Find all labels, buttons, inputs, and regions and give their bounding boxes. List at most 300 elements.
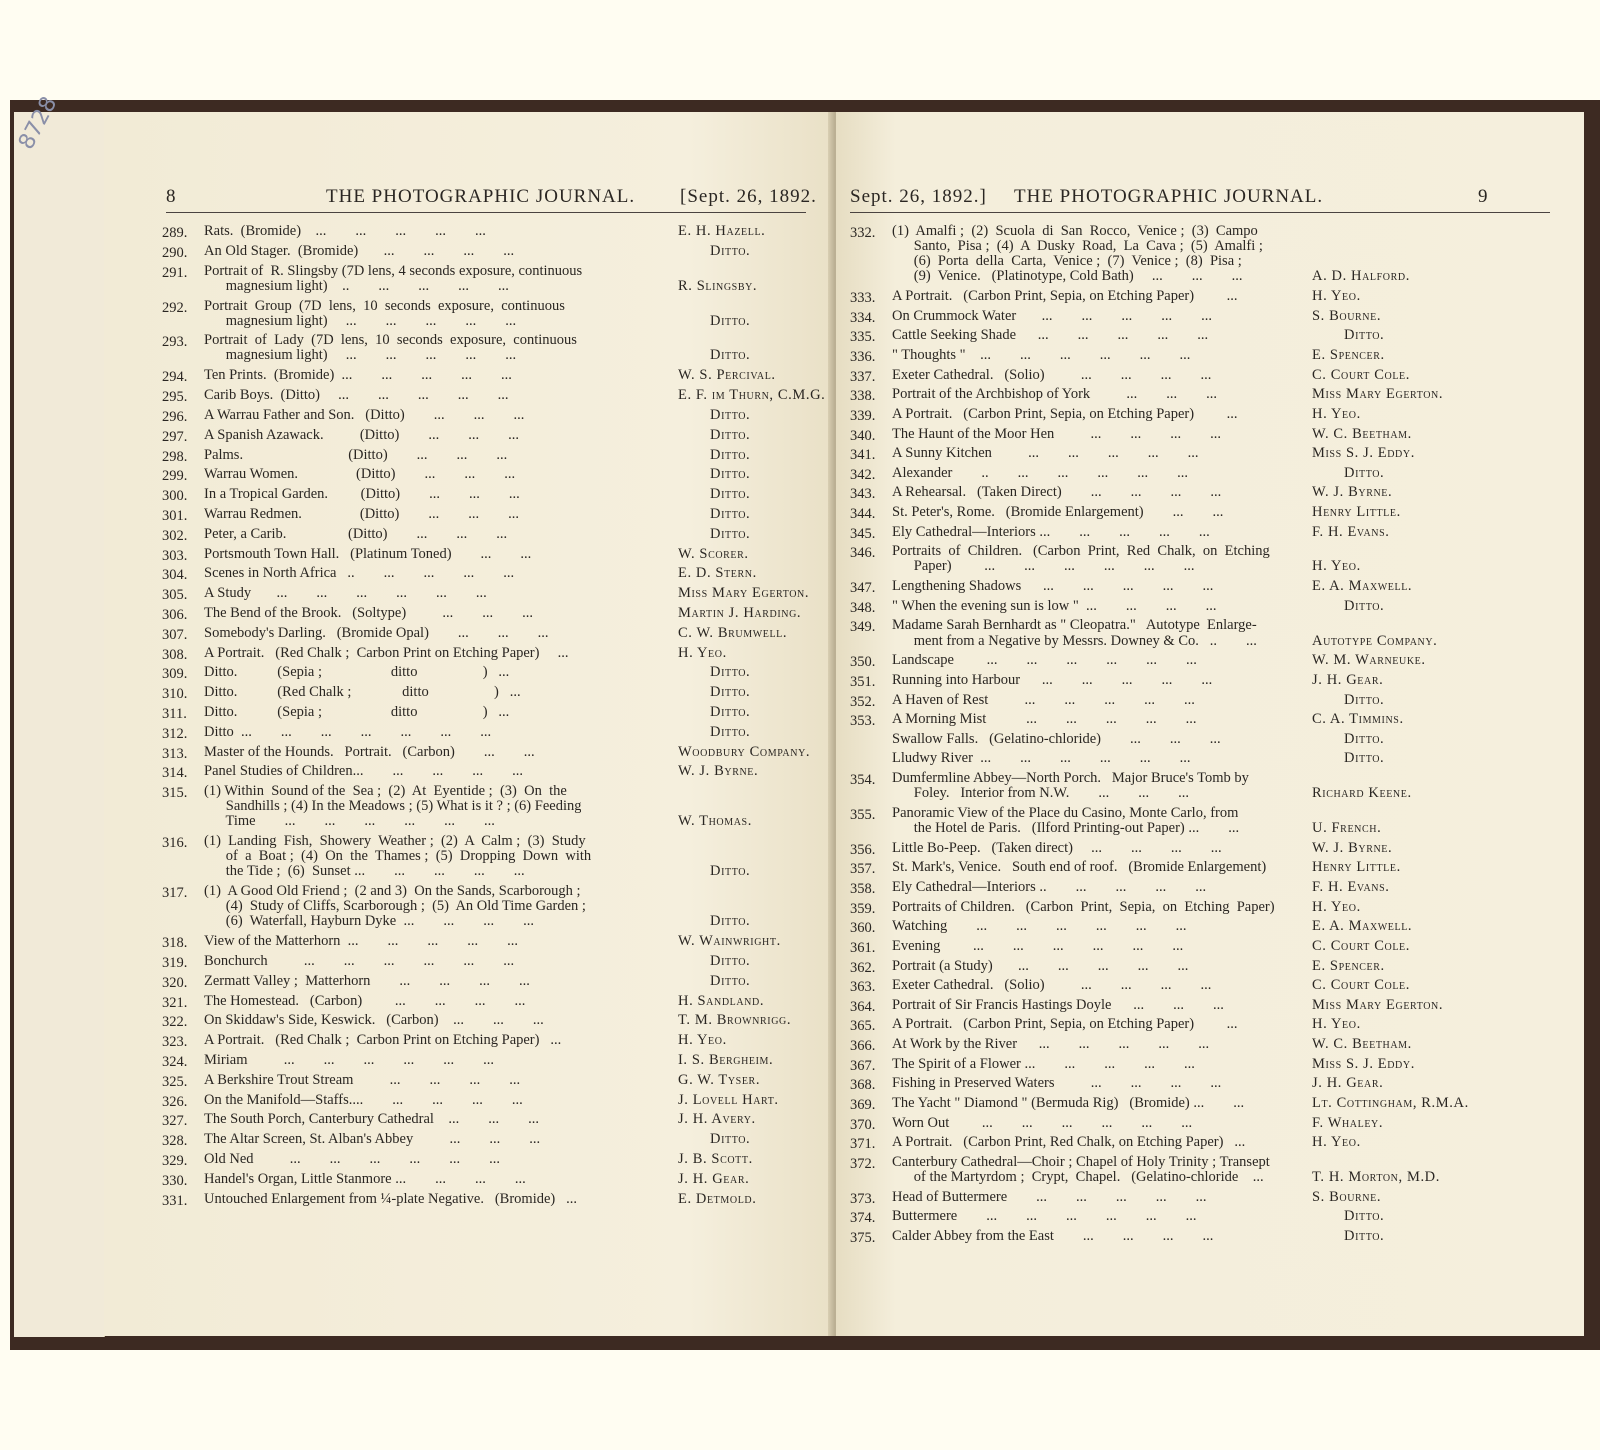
right-page xyxy=(836,112,1584,1336)
entry-title-line: A Haven of Rest ... ... ... ... ... xyxy=(892,692,1195,708)
entry-author: H. Yeo. xyxy=(1312,287,1361,304)
entry-title-line: " Thoughts " ... ... ... ... ... ... xyxy=(892,347,1191,363)
entry-title-line: the Tide ; (6) Sunset ... ... ... ... ... xyxy=(204,864,525,880)
right-entry xyxy=(850,1228,1580,1247)
entry-author: W. C. Beetham. xyxy=(1312,425,1412,442)
right-entry xyxy=(850,751,1580,766)
entry-number: 317. xyxy=(162,885,188,902)
left-entry xyxy=(162,606,836,621)
right-entry xyxy=(850,1057,1580,1072)
left-header-rule xyxy=(166,212,806,213)
entry-number: 328. xyxy=(162,1133,188,1150)
right-entry xyxy=(850,998,1580,1013)
left-entry xyxy=(162,784,836,829)
left-entry xyxy=(162,933,836,952)
entry-title-line: Alexander .. ... ... ... ... ... xyxy=(892,465,1189,481)
right-entry xyxy=(850,1016,1580,1035)
entry-author: Ditto. xyxy=(710,242,751,259)
entry-author: G. W. Tyser. xyxy=(678,1071,761,1088)
left-entry xyxy=(162,1152,836,1167)
entry-number: 348. xyxy=(850,599,876,616)
left-entry xyxy=(162,1032,836,1051)
right-entry xyxy=(850,652,1580,671)
left-entry xyxy=(162,244,836,259)
entry-number: 293. xyxy=(162,334,188,351)
entry-author: Ditto. xyxy=(1344,597,1385,614)
entry-title-line: A Portrait. (Carbon Print, Red Chalk, on Etching Paper) ... xyxy=(892,1135,1246,1151)
entry-number: 341. xyxy=(850,447,876,464)
entry-author: Ditto. xyxy=(710,913,751,930)
entry-title-line: (6) Porta della Carta, Venice ; (7) Venice ; (8) Pisa ; xyxy=(892,254,1242,270)
entry-title-line: Lengthening Shadows ... ... ... ... ... xyxy=(892,579,1214,595)
entry-title-line: Running into Harbour ... ... ... ... ... xyxy=(892,672,1213,688)
entry-title-line: View of the Matterhorn ... ... ... ... ... xyxy=(204,934,519,950)
entry-author: Ditto. xyxy=(710,723,751,740)
entry-number: 299. xyxy=(162,468,188,485)
right-entry xyxy=(850,1036,1580,1055)
entry-author: Ditto. xyxy=(1344,1228,1385,1245)
entry-title-line: Zermatt Valley ; Matterhorn ... ... ... ... xyxy=(204,973,530,989)
entry-title-line: Cattle Seeking Shade ... ... ... ... ... xyxy=(892,328,1209,344)
entry-title-line: Warrau Women. (Ditto) ... ... ... xyxy=(204,467,516,483)
entry-author: W. M. Warneuke. xyxy=(1312,652,1426,669)
entry-number: 319. xyxy=(162,954,188,971)
left-entry xyxy=(162,224,836,239)
entry-title-line: A Warrau Father and Son. (Ditto) ... ... ... xyxy=(204,407,525,423)
entry-author: E. Spencer. xyxy=(1312,957,1385,974)
entry-title-line: Lludwy River ... ... ... ... ... ... xyxy=(892,751,1191,767)
entry-title-line: Portrait Group (7D lens, 10 seconds exposure, continuous xyxy=(204,298,565,314)
entry-title-line: On the Manifold—Staffs.... ... ... ... ... xyxy=(204,1092,523,1108)
entry-number: 312. xyxy=(162,725,188,742)
left-entry xyxy=(162,448,836,463)
entry-number: 311. xyxy=(162,705,187,722)
entry-author: W. Wainwright. xyxy=(678,933,781,950)
right-entry xyxy=(850,525,1580,540)
left-entry xyxy=(162,1172,836,1187)
entry-author: F. H. Evans. xyxy=(1312,878,1390,895)
right-date: Sept. 26, 1892.] xyxy=(850,186,987,207)
entry-title-line: Panoramic View of the Place du Casino, Monte Carlo, from xyxy=(892,805,1239,821)
left-date: [Sept. 26, 1892. xyxy=(680,186,817,207)
entry-author: Ditto. xyxy=(710,703,751,720)
entry-author: Ditto. xyxy=(1344,730,1385,747)
entry-number: 310. xyxy=(162,686,188,703)
entry-number: 361. xyxy=(850,939,876,956)
entry-number: 294. xyxy=(162,369,188,386)
entry-author: Richard Keene. xyxy=(1312,785,1412,802)
left-entry xyxy=(162,428,836,443)
right-entry xyxy=(850,711,1580,730)
entry-number: 367. xyxy=(850,1057,876,1074)
entry-number: 340. xyxy=(850,427,876,444)
entry-number: 370. xyxy=(850,1116,876,1133)
entry-title-line: Untouched Enlargement from ¼-plate Negative. (Bromide) ... xyxy=(204,1191,577,1207)
entry-title-line: A Spanish Azawack. (Ditto) ... ... ... xyxy=(204,427,519,443)
entry-author: Ditto. xyxy=(710,525,751,542)
entry-title-line: Somebody's Darling. (Bromide Opal) ... ... ... xyxy=(204,625,549,641)
right-entry xyxy=(850,900,1580,915)
left-entry xyxy=(162,585,836,604)
entry-number: 334. xyxy=(850,309,876,326)
entry-number: 320. xyxy=(162,974,188,991)
entry-title-line: Evening ... ... ... ... ... ... xyxy=(892,938,1184,954)
entry-title-line: The Spirit of a Flower ... ... ... ... ... xyxy=(892,1056,1195,1072)
entry-number: 301. xyxy=(162,507,188,524)
entry-title-line: The South Porch, Canterbury Cathedral ... ... ... xyxy=(204,1112,540,1128)
entry-number: 302. xyxy=(162,527,188,544)
entry-number: 292. xyxy=(162,299,188,316)
entry-author: Ditto. xyxy=(1344,327,1385,344)
entry-number: 295. xyxy=(162,389,188,406)
entry-title-line: the Hotel de Paris. (Ilford Printing-out Paper) ... ... xyxy=(892,820,1240,836)
entry-number: 308. xyxy=(162,646,188,663)
left-entry xyxy=(162,547,836,562)
right-entry xyxy=(850,1134,1580,1153)
left-entry xyxy=(162,565,836,584)
right-entry xyxy=(850,618,1580,648)
entry-title-line: Ditto ... ... ... ... ... ... ... xyxy=(204,724,492,740)
entry-title-line: At Work by the River ... ... ... ... ... xyxy=(892,1037,1210,1053)
entry-title-line: On Skiddaw's Side, Keswick. (Carbon) ... ... ... xyxy=(204,1013,544,1029)
entry-title-line: The Homestead. (Carbon) ... ... ... ... xyxy=(204,993,526,1009)
right-entry xyxy=(850,445,1580,464)
entry-title-line: Dumfermline Abbey—North Porch. Major Bruce's Tomb by xyxy=(892,771,1249,787)
entry-number: 346. xyxy=(850,545,876,562)
entry-author: J. H. Gear. xyxy=(678,1170,750,1187)
entry-number: 339. xyxy=(850,407,876,424)
entry-title-line: Portraits of Children. (Carbon Print, Sepia, on Etching Paper) xyxy=(892,899,1275,915)
left-entry xyxy=(162,408,836,423)
entry-title-line: An Old Stager. (Bromide) ... ... ... ... xyxy=(204,243,515,259)
entry-title-line: ment from a Negative by Messrs. Downey & Co. .. ... xyxy=(892,633,1257,649)
right-entry xyxy=(850,771,1580,801)
entry-title-line: Portrait of Lady (7D lens, 10 seconds exposure, continuous xyxy=(204,333,577,349)
entry-number: 318. xyxy=(162,935,188,952)
right-entry xyxy=(850,504,1580,523)
entry-number: 332. xyxy=(850,225,876,241)
right-entry xyxy=(850,407,1580,422)
left-entry xyxy=(162,264,836,294)
entry-title-line: Watching ... ... ... ... ... ... xyxy=(892,919,1187,935)
entry-author: C. Court Cole. xyxy=(1312,937,1410,954)
entry-number: 372. xyxy=(850,1156,876,1172)
entry-author: C. Court Cole. xyxy=(1312,977,1410,994)
entry-author: F. H. Evans. xyxy=(1312,523,1390,540)
entry-number: 331. xyxy=(162,1192,188,1209)
entry-number: 297. xyxy=(162,428,188,445)
entry-title-line: Bonchurch ... ... ... ... ... ... xyxy=(204,953,515,969)
entry-author: Ditto. xyxy=(710,1131,751,1148)
entry-author: H. Yeo. xyxy=(1312,405,1361,422)
entry-number: 363. xyxy=(850,979,876,996)
left-entry xyxy=(162,884,836,929)
entry-number: 358. xyxy=(850,880,876,897)
entry-author: Ditto. xyxy=(1344,750,1385,767)
entry-number: 314. xyxy=(162,765,188,782)
entry-number: 338. xyxy=(850,388,876,405)
entry-author: E. Spencer. xyxy=(1312,346,1385,363)
right-entry xyxy=(850,386,1580,405)
entry-title-line: of the Martyrdom ; Crypt, Chapel. (Gelatino-chloride ... xyxy=(892,1170,1264,1186)
entry-number: 373. xyxy=(850,1190,876,1207)
page-edges xyxy=(14,112,105,1337)
entry-title-line: (6) Waterfall, Hayburn Dyke ... ... ... ... xyxy=(204,914,534,930)
entry-title-line: Peter, a Carib. (Ditto) ... ... ... xyxy=(204,526,508,542)
right-entry xyxy=(850,732,1580,747)
entry-number: 354. xyxy=(850,772,876,789)
entry-number: 306. xyxy=(162,606,188,623)
entry-title-line: In a Tropical Garden. (Ditto) ... ... ... xyxy=(204,487,520,503)
entry-title-line: The Haunt of the Moor Hen ... ... ... ... xyxy=(892,426,1222,442)
left-entry xyxy=(162,1053,836,1068)
left-entry xyxy=(162,954,836,969)
right-entry xyxy=(850,939,1580,954)
entry-number: 344. xyxy=(850,506,876,523)
entry-author: H. Sandland. xyxy=(678,992,765,1009)
entry-author: U. French. xyxy=(1312,819,1382,836)
entry-author: Woodbury Company. xyxy=(678,743,811,760)
entry-author: W. S. Percival. xyxy=(678,367,776,384)
entry-author: A. D. Halford. xyxy=(1312,268,1410,285)
entry-author: Ditto. xyxy=(710,684,751,701)
right-entry xyxy=(850,224,1580,284)
entry-number: 323. xyxy=(162,1034,188,1051)
entry-number: 349. xyxy=(850,619,876,636)
entry-number: 375. xyxy=(850,1230,876,1247)
entry-author: H. Yeo. xyxy=(1312,898,1361,915)
entry-title-line: magnesium light) ... ... ... ... ... xyxy=(204,348,517,364)
entry-author: T. M. Brownrigg. xyxy=(678,1012,792,1029)
left-entry xyxy=(162,387,836,406)
entry-author: C. A. Timmins. xyxy=(1312,711,1404,728)
entry-author: W. J. Byrne. xyxy=(1312,839,1393,856)
entry-title-line: Swallow Falls. (Gelatino-chloride) ... ... ... xyxy=(892,731,1221,747)
entry-author: W. J. Byrne. xyxy=(678,763,759,780)
entry-author: Ditto. xyxy=(710,406,751,423)
entry-author: E. D. Stern. xyxy=(678,565,757,582)
entry-number: 371. xyxy=(850,1136,876,1153)
entry-title-line: (1) Amalfi ; (2) Scuola di San Rocco, Venice ; (3) Campo xyxy=(892,224,1258,239)
entry-author: Ditto. xyxy=(710,426,751,443)
entry-author: H. Yeo. xyxy=(1312,1134,1361,1151)
right-entry xyxy=(850,427,1580,442)
entry-number: 343. xyxy=(850,486,876,503)
entry-title-line: A Portrait. (Red Chalk ; Carbon Print on Etching Paper) ... xyxy=(204,645,569,661)
right-entry xyxy=(850,1095,1580,1114)
entry-title-line: Handel's Organ, Little Stanmore ... ... ... ... xyxy=(204,1171,526,1187)
entry-author: Ditto. xyxy=(710,486,751,503)
entry-number: 303. xyxy=(162,547,188,564)
entry-title-line: Ditto. (Sepia ; ditto ) ... xyxy=(204,665,510,681)
left-entry xyxy=(162,664,836,683)
entry-author: J. H. Gear. xyxy=(1312,1075,1384,1092)
entry-number: 305. xyxy=(162,587,188,604)
entry-author: W. C. Beetham. xyxy=(1312,1036,1412,1053)
entry-number: 300. xyxy=(162,488,188,505)
entry-author: S. Bourne. xyxy=(1312,307,1382,324)
entry-number: 351. xyxy=(850,673,876,690)
entry-author: Ditto. xyxy=(710,972,751,989)
right-entry xyxy=(850,484,1580,503)
entry-number: 352. xyxy=(850,693,876,710)
entry-number: 325. xyxy=(162,1073,188,1090)
entry-number: 362. xyxy=(850,959,876,976)
entry-title-line: Paper) ... ... ... ... ... ... xyxy=(892,559,1195,575)
right-entry xyxy=(850,693,1580,708)
right-page-number: 9 xyxy=(1478,186,1489,207)
entry-title-line: Ely Cathedral—Interiors .. ... ... ... ... xyxy=(892,879,1207,895)
entry-author: H. Yeo. xyxy=(1312,558,1361,575)
entry-number: 360. xyxy=(850,920,876,937)
entry-author: Ditto. xyxy=(710,466,751,483)
entry-author: W. J. Byrne. xyxy=(1312,484,1393,501)
entry-title-line: Worn Out ... ... ... ... ... ... xyxy=(892,1115,1193,1131)
entry-author: H. Yeo. xyxy=(678,644,727,661)
entry-author: F. Whaley. xyxy=(1312,1114,1384,1131)
left-entry xyxy=(162,994,836,1009)
entry-author: E. Detmold. xyxy=(678,1190,757,1207)
entry-author: Miss S. J. Eddy. xyxy=(1312,1055,1415,1072)
entry-author: Ditto. xyxy=(710,347,751,364)
entry-title-line: Ditto. (Sepia ; ditto ) ... xyxy=(204,704,510,720)
right-entry xyxy=(850,918,1580,937)
entry-number: 369. xyxy=(850,1097,876,1114)
entry-author: Miss S. J. Eddy. xyxy=(1312,445,1415,462)
right-entry xyxy=(850,1190,1580,1205)
entry-number: 353. xyxy=(850,713,876,730)
entry-number: 326. xyxy=(162,1093,188,1110)
entry-number: 350. xyxy=(850,654,876,671)
right-entry xyxy=(850,599,1580,614)
entry-title-line: (1) Within Sound of the Sea ; (2) At Eyentide ; (3) On the xyxy=(204,784,567,800)
left-entry xyxy=(162,1131,836,1150)
right-entry xyxy=(850,466,1580,481)
right-entry xyxy=(850,841,1580,856)
entry-number: 316. xyxy=(162,835,188,852)
left-running-title: THE PHOTOGRAPHIC JOURNAL. xyxy=(326,186,636,207)
entry-number: 356. xyxy=(850,841,876,858)
left-entry xyxy=(162,1192,836,1207)
entry-number: 374. xyxy=(850,1210,876,1227)
entry-number: 330. xyxy=(162,1172,188,1189)
left-entry xyxy=(162,974,836,989)
entry-title-line: A Portrait. (Carbon Print, Sepia, on Etching Paper) ... xyxy=(892,406,1238,422)
left-entry xyxy=(162,745,836,760)
entry-number: 315. xyxy=(162,785,188,802)
entry-author: Ditto. xyxy=(1344,691,1385,708)
left-entry xyxy=(162,333,836,363)
left-entry xyxy=(162,1093,836,1108)
entry-author: W. Thomas. xyxy=(678,813,752,830)
left-entry xyxy=(162,486,836,505)
entry-number: 335. xyxy=(850,329,876,346)
entry-title-line: A Portrait. (Carbon Print, Sepia, on Etching Paper) ... xyxy=(892,1017,1238,1033)
entry-title-line: Portraits of Children. (Carbon Print, Red Chalk, on Etching xyxy=(892,544,1270,560)
entry-title-line: magnesium light) ... ... ... ... ... xyxy=(204,313,517,329)
right-entry xyxy=(850,368,1580,383)
right-header-rule xyxy=(850,212,1550,213)
entry-title-line: Calder Abbey from the East ... ... ... ... xyxy=(892,1229,1214,1245)
entry-title-line: Ely Cathedral—Interiors ... ... ... ... ... xyxy=(892,524,1210,540)
entry-author: C. Court Cole. xyxy=(1312,366,1410,383)
right-entry xyxy=(850,959,1580,974)
right-entry xyxy=(850,806,1580,836)
left-entry xyxy=(162,763,836,782)
entry-number: 333. xyxy=(850,289,876,306)
entry-author: Ditto. xyxy=(710,863,751,880)
right-entry xyxy=(850,309,1580,324)
entry-title-line: Buttermere ... ... ... ... ... ... xyxy=(892,1209,1197,1225)
entry-number: 291. xyxy=(162,264,188,281)
entry-number: 309. xyxy=(162,666,188,683)
entry-number: 365. xyxy=(850,1018,876,1035)
entry-title-line: A Sunny Kitchen ... ... ... ... ... xyxy=(892,446,1199,462)
entry-number: 289. xyxy=(162,225,188,241)
entry-title-line: Old Ned ... ... ... ... ... ... xyxy=(204,1151,501,1167)
entry-author: C. W. Brumwell. xyxy=(678,624,788,641)
entry-title-line: Master of the Hounds. Portrait. (Carbon) ... ... xyxy=(204,744,535,760)
entry-author: E. A. Maxwell. xyxy=(1312,578,1413,595)
entry-author: Martin J. Harding. xyxy=(678,604,802,621)
entry-title-line: Little Bo-Peep. (Taken direct) ... ... ... ... xyxy=(892,840,1222,856)
entry-author: Autotype Company. xyxy=(1312,632,1438,649)
entry-title-line: Fishing in Preserved Waters ... ... ... ... xyxy=(892,1076,1222,1092)
entry-title-line: A Portrait. (Red Chalk ; Carbon Print on Etching Paper) ... xyxy=(204,1033,562,1049)
entry-author: S. Bourne. xyxy=(1312,1188,1382,1205)
entry-number: 337. xyxy=(850,368,876,385)
entry-title-line: The Bend of the Brook. (Soltype) ... ... ... xyxy=(204,605,534,621)
entry-number: 364. xyxy=(850,998,876,1015)
right-entry xyxy=(850,578,1580,597)
entry-title-line: St. Peter's, Rome. (Bromide Enlargement) ... ... xyxy=(892,505,1224,521)
left-entry xyxy=(162,1111,836,1130)
entry-number: 322. xyxy=(162,1014,188,1031)
entry-author: E. H. Hazell. xyxy=(678,223,766,239)
right-entry xyxy=(850,880,1580,895)
left-entry xyxy=(162,299,836,329)
entry-number: 347. xyxy=(850,580,876,597)
left-entry xyxy=(162,684,836,703)
entry-author: Ditto. xyxy=(710,505,751,522)
entry-title-line: Head of Buttermere ... ... ... ... ... xyxy=(892,1189,1207,1205)
entry-author: E. F. im Thurn, C.M.G. xyxy=(678,387,826,404)
entry-author: Ditto. xyxy=(1344,464,1385,481)
right-entry xyxy=(850,977,1580,996)
entry-number: 327. xyxy=(162,1113,188,1130)
entry-author: H. Yeo. xyxy=(678,1032,727,1049)
entry-number: 336. xyxy=(850,348,876,365)
entry-number: 355. xyxy=(850,806,876,823)
entry-title-line: Portrait of the Archbishop of York ... ... ... xyxy=(892,387,1218,403)
entry-title-line: The Yacht " Diamond " (Bermuda Rig) (Bromide) ... ... xyxy=(892,1096,1245,1112)
entry-title-line: A Portrait. (Carbon Print, Sepia, on Etching Paper) ... xyxy=(892,288,1238,304)
entry-author: I. S. Bergheim. xyxy=(678,1051,774,1068)
entry-number: 324. xyxy=(162,1053,188,1070)
right-entry xyxy=(850,348,1580,363)
left-entry xyxy=(162,646,836,661)
entry-title-line: Santo, Pisa ; (4) A Dusky Road, La Cava ; (5) Amalfi ; xyxy=(892,239,1263,255)
entry-title-line: Portrait of Sir Francis Hastings Doyle ... ... ... xyxy=(892,997,1224,1013)
entry-title-line: A Rehearsal. (Taken Direct) ... ... ... ... xyxy=(892,485,1222,501)
left-entry xyxy=(162,1073,836,1088)
entry-title-line: (4) Study of Cliffs, Scarborough ; (5) An Old Time Garden ; xyxy=(204,899,586,915)
entry-title-line: St. Mark's, Venice. South end of roof. (Bromide Enlargement) xyxy=(892,860,1267,876)
entry-number: 304. xyxy=(162,567,188,584)
entry-number: 307. xyxy=(162,626,188,643)
entry-title-line: Portrait of R. Slingsby (7D lens, 4 seconds exposure, continuous xyxy=(204,263,583,279)
right-entry xyxy=(850,327,1580,346)
